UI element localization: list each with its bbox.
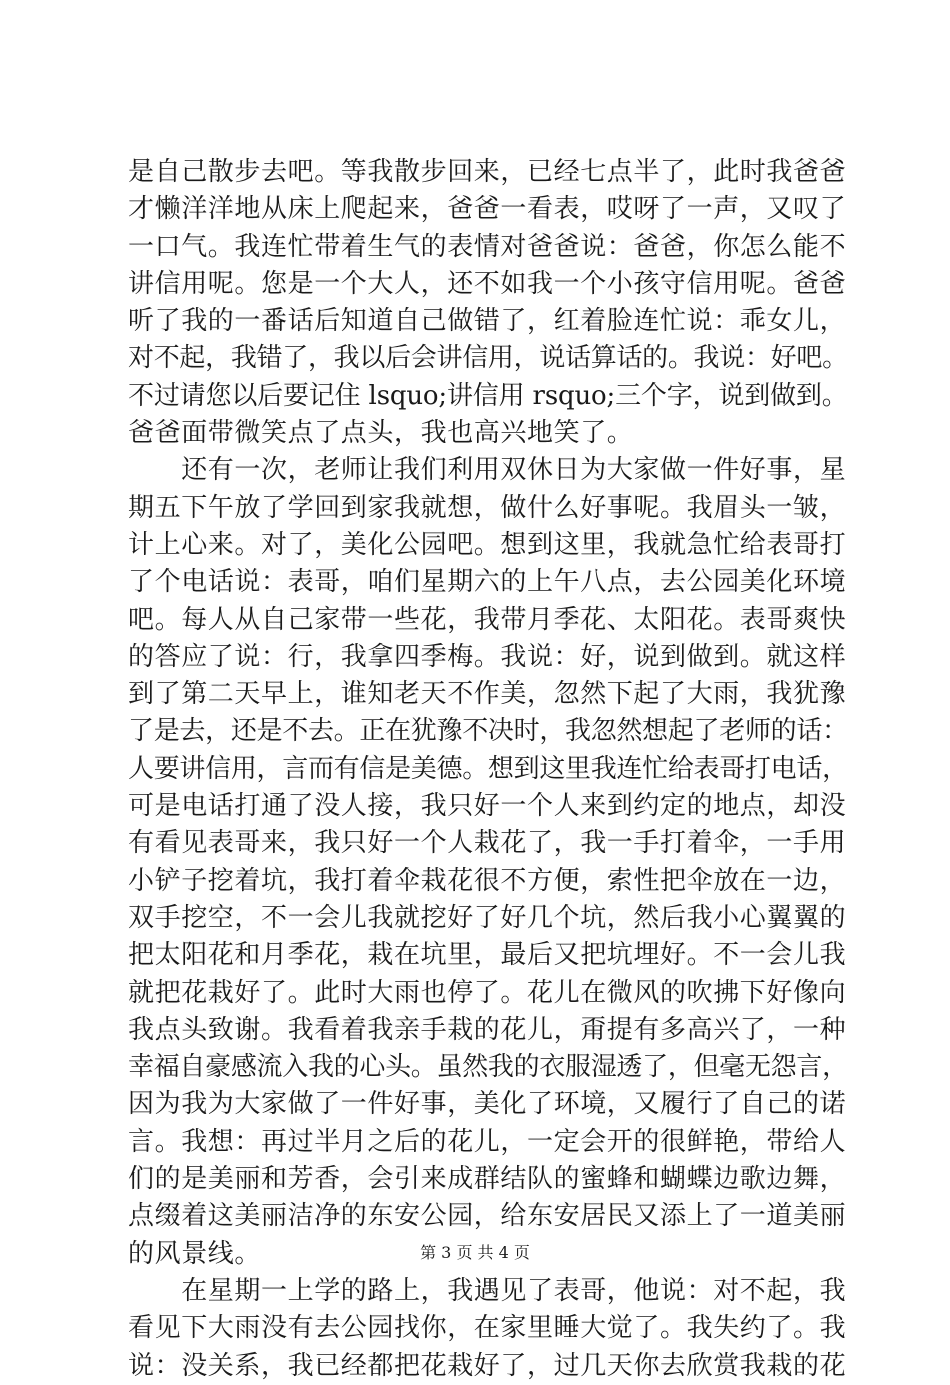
text-line: 一口气。我连忙带着生气的表情对爸爸说：爸爸，你怎么能不 [128,231,847,262]
text-line: 了个电话说：表哥，咱们星期六的上午八点，去公园美化环境 [128,567,847,598]
text-line: 把太阳花和月季花，栽在坑里，最后又把坑埋好。不一会儿我 [128,940,847,971]
text-line: 了是去，还是不去。正在犹豫不决时，我忽然想起了老师的话： [128,716,848,747]
text-line: 不过请您以后要记住 lsquo;讲信用 rsquo;三个字，说到做到。 [128,380,848,411]
text-line: 的答应了说：行，我拿四季梅。我说：好，说到做到。就这样 [128,641,847,672]
text-line: 因为我为大家做了一件好事，美化了环境，又履行了自己的诺 [128,1089,847,1120]
text-line: 们的是美丽和芳香，会引来成群结队的蜜蜂和蝴蝶边歌边舞， [128,1164,847,1195]
text-line: 爸爸面带微笑点了点头，我也高兴地笑了。 [128,418,634,449]
text-line: 到了第二天早上，谁知老天不作美，忽然下起了大雨，我犹豫 [128,679,847,710]
text-line: 言。我想：再过半月之后的花儿，一定会开的很鲜艳，带给人 [128,1126,847,1157]
text-line: 小铲子挖着坑，我打着伞栽花很不方便，索性把伞放在一边， [128,865,847,896]
text-line: 双手挖空，不一会儿我就挖好了好几个坑，然后我小心翼翼的 [128,902,847,933]
text-line: 可是电话打通了没人接，我只好一个人来到约定的地点，却没 [128,791,847,822]
text-line: 在星期一上学的路上，我遇见了表哥，他说：对不起，我 [128,1275,847,1306]
text-line: 有看见表哥来，我只好一个人栽花了，我一手打着伞，一手用 [128,828,847,859]
text-line: 的风景线。 [128,1238,262,1269]
text-line: 还有一次，老师让我们利用双休日为大家做一件好事，星 [128,455,847,486]
text-line: 说：没关系，我已经都把花栽好了，过几天你去欣赏我栽的花 [128,1350,847,1381]
text-line: 听了我的一番话后知道自己做错了，红着脸连忙说：乖女儿， [128,306,847,337]
text-line: 人要讲信用，言而有信是美德。想到这里我连忙给表哥打电话， [128,753,848,784]
page-number-footer: 第 3 页 共 4 页 [420,1243,530,1262]
text-line: 点缀着这美丽洁净的东安公园，给东安居民又添上了一道美丽 [128,1201,847,1232]
text-line: 是自己散步去吧。等我散步回来，已经七点半了，此时我爸爸 [128,157,847,187]
text-line: 吧。每人从自己家带一些花，我带月季花、太阳花。表哥爽快 [128,604,847,635]
text-line: 期五下午放了学回到家我就想，做什么好事呢。我眉头一皱， [128,492,847,523]
body-text [128,154,848,1385]
text-line: 对不起，我错了，我以后会讲信用，说话算话的。我说：好吧。 [128,343,848,374]
text-line: 看见下大雨没有去公园找你，在家里睡大觉了。我失约了。我 [128,1313,847,1344]
text-line: 就把花栽好了。此时大雨也停了。花儿在微风的吹拂下好像向 [128,977,847,1008]
text-line: 计上心来。对了，美化公园吧。想到这里，我就急忙给表哥打 [128,529,847,560]
text-line: 幸福自豪感流入我的心头。虽然我的衣服湿透了，但毫无怨言， [128,1052,848,1083]
text-line: 才懒洋洋地从床上爬起来，爸爸一看表，哎呀了一声，又叹了 [128,194,847,225]
text-line: 我点头致谢。我看着我亲手栽的花儿，甭提有多高兴了，一种 [128,1014,847,1045]
text-line: 讲信用呢。您是一个大人，还不如我一个小孩守信用呢。爸爸 [128,268,847,299]
